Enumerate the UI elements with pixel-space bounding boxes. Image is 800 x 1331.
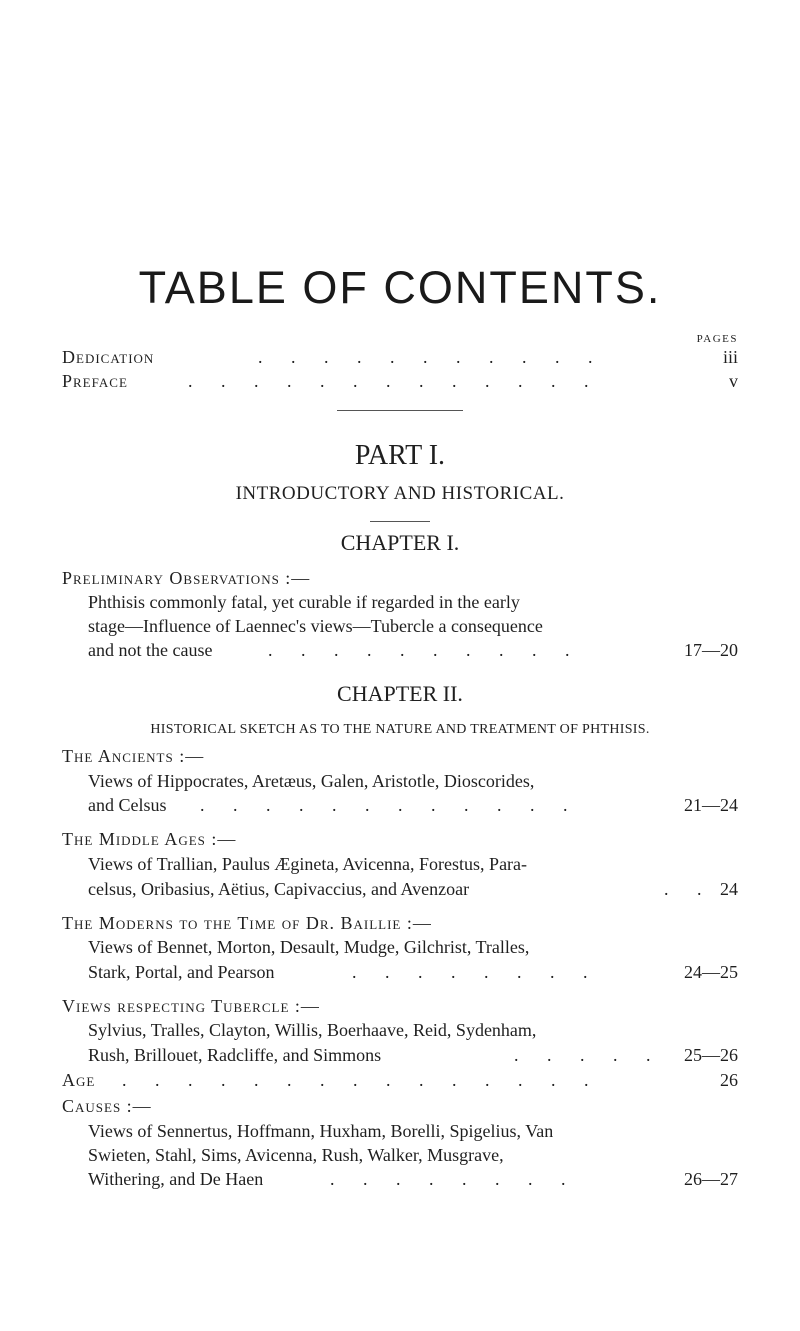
chapter-2-heading: CHAPTER II. [337,681,463,706]
toc-entry-line [0,935,800,959]
section-label: The Ancients :— [62,746,205,766]
section-heading [0,1094,800,1118]
toc-entry-line [0,769,800,793]
entry-text: stage—Influence of Laennec's views—Tubercle a consequence [88,616,543,636]
entry-text: Sylvius, Tralles, Clayton, Willis, Boerhaave, Reid, Sydenham, [88,1020,537,1040]
toc-entry-causes[interactable] [0,1167,800,1191]
toc-entry-label: Preface [62,371,128,391]
toc-entry-label: Dedication [62,347,155,367]
toc-entry-line [0,1018,800,1042]
entry-text: celsus, Oribasius, Aëtius, Capivaccius, and Avenzoar [88,879,470,899]
section-heading [0,994,800,1018]
leader-dots: . . . . . . . . . . . . [200,795,580,815]
entry-text: Stark, Portal, and Pearson [88,962,275,982]
toc-entry-middle-ages[interactable] [0,877,800,901]
toc-entry-page: 17—20 [684,640,738,660]
section-heading [0,566,800,590]
part-heading: PART I. [354,440,446,471]
toc-entry-page: 26 [720,1070,738,1090]
pages-column-label: PAGES [696,333,738,345]
entry-text: Views of Hippocrates, Aretæus, Galen, Aristotle, Dioscorides, [88,771,535,791]
leader-dots: . . . . . . . . . . [268,640,582,660]
toc-entry-line [0,1119,800,1143]
leader-dots: . . . . . . . . . . . [258,347,605,367]
section-heading [0,827,800,851]
entry-text: Views of Trallian, Paulus Ægineta, Avicenna, Forestus, Para- [88,854,528,874]
leader-dots: . . . . . [514,1045,663,1065]
section-label: Preliminary Observations :— [62,568,311,588]
divider-rule [337,410,463,411]
toc-entry-page: 24 [720,879,738,899]
page-title: TABLE OF CONTENTS. [138,262,662,313]
toc-entry-page: 24—25 [684,962,738,982]
toc-entry-line [0,852,800,876]
entry-text: Phthisis commonly fatal, yet curable if regarded in the early [88,592,520,612]
chapter-1-heading: CHAPTER I. [340,530,460,555]
toc-entry-tubercle[interactable] [0,1043,800,1067]
chapter-2-subtitle: HISTORICAL SKETCH AS TO THE NATURE AND TREATMENT OF PHTHISIS. [150,722,650,737]
section-label: Age [62,1070,96,1090]
leader-dots: . . . . . . . . [352,962,600,982]
entry-text: Rush, Brillouet, Radcliffe, and Simmons [88,1045,382,1065]
toc-entry-preliminary[interactable] [0,638,800,662]
divider-rule [370,521,430,522]
entry-text: and not the cause [88,640,213,660]
section-heading [0,911,800,935]
toc-entry-moderns[interactable] [0,960,800,984]
leader-dots: . . . . . . . . [330,1169,578,1189]
entry-text: and Celsus [88,795,167,815]
entry-text: Swieten, Stahl, Sims, Avicenna, Rush, Walker, Musgrave, [88,1145,504,1165]
leader-dots: . . . . . . . . . . . . . . . [122,1070,601,1090]
toc-entry-page: v [729,371,738,391]
entry-text: Views of Bennet, Morton, Desault, Mudge, Gilchrist, Tralles, [88,937,530,957]
entry-text: Withering, and De Haen [88,1169,264,1189]
part-subtitle: INTRODUCTORY AND HISTORICAL. [235,483,565,504]
toc-entry-line [0,590,800,614]
toc-entry-age[interactable] [0,1068,800,1092]
toc-entry-preface[interactable] [0,369,800,393]
toc-entry-line [0,614,800,638]
section-label: Views respecting Tubercle :— [62,996,320,1016]
leader-dots: . . . . . . . . . . . . . [188,371,601,391]
toc-entry-dedication[interactable] [0,345,800,369]
toc-entry-line [0,1143,800,1167]
section-label: The Moderns to the Time of Dr. Baillie :— [62,913,432,933]
section-label: The Middle Ages :— [62,829,237,849]
toc-entry-ancients[interactable] [0,793,800,817]
entry-text: Views of Sennertus, Hoffmann, Huxham, Borelli, Spigelius, Van [88,1121,554,1141]
toc-entry-page: iii [722,347,738,367]
toc-entry-page: 21—24 [684,795,738,815]
leader-dots: . . [664,879,714,899]
section-label: Causes :— [62,1096,152,1116]
toc-entry-page: 25—26 [684,1045,738,1065]
section-heading [0,744,800,768]
toc-entry-page: 26—27 [684,1169,738,1189]
